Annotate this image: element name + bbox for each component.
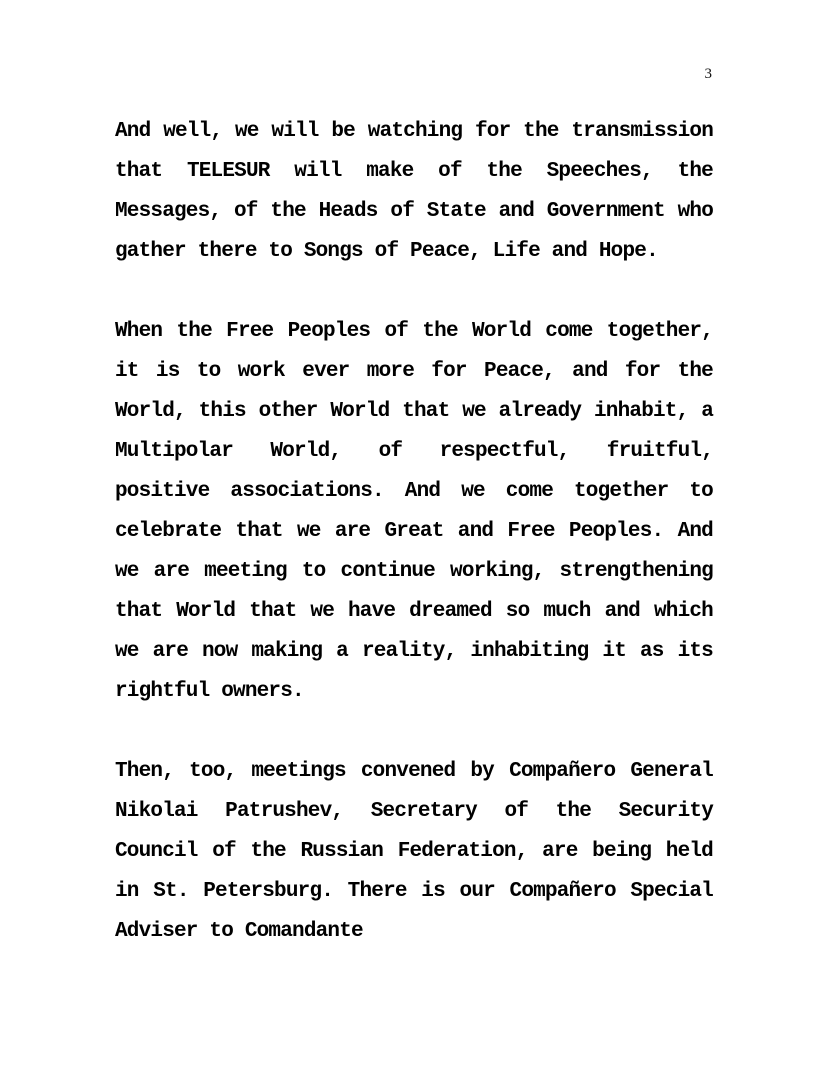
paragraph-telesur-transmission: And well, we will be watching for the transmission that TELESUR will make of the Speeches, the Messages, of the Heads of State and Government who gather there to Songs of Peace, Life and Hope. [115,120,713,263]
paragraph-free-peoples: When the Free Peoples of the World come together, it is to work ever more for Peace, and for the World, this other World that we already inhabit, a Multipolar World, of respectful, fruitful, positive associations. And we come together to celebrate that we are Great and Free Peoples. And we are meeting to continue working, strengthening that World that we have dreamed so much and which we are now making a reality, inhabiting it as its rightful owners. [115,320,713,703]
body-text [115,112,713,952]
paragraph-st-petersburg-meetings: Then, too, meetings convened by Compañero General Nikolai Patrushev, Secretary of the Security Council of the Russian Federation, are being held in St. Petersburg. There is our Compañero Special Adviser to Comandante [115,760,713,943]
page-number: 3 [704,66,712,82]
